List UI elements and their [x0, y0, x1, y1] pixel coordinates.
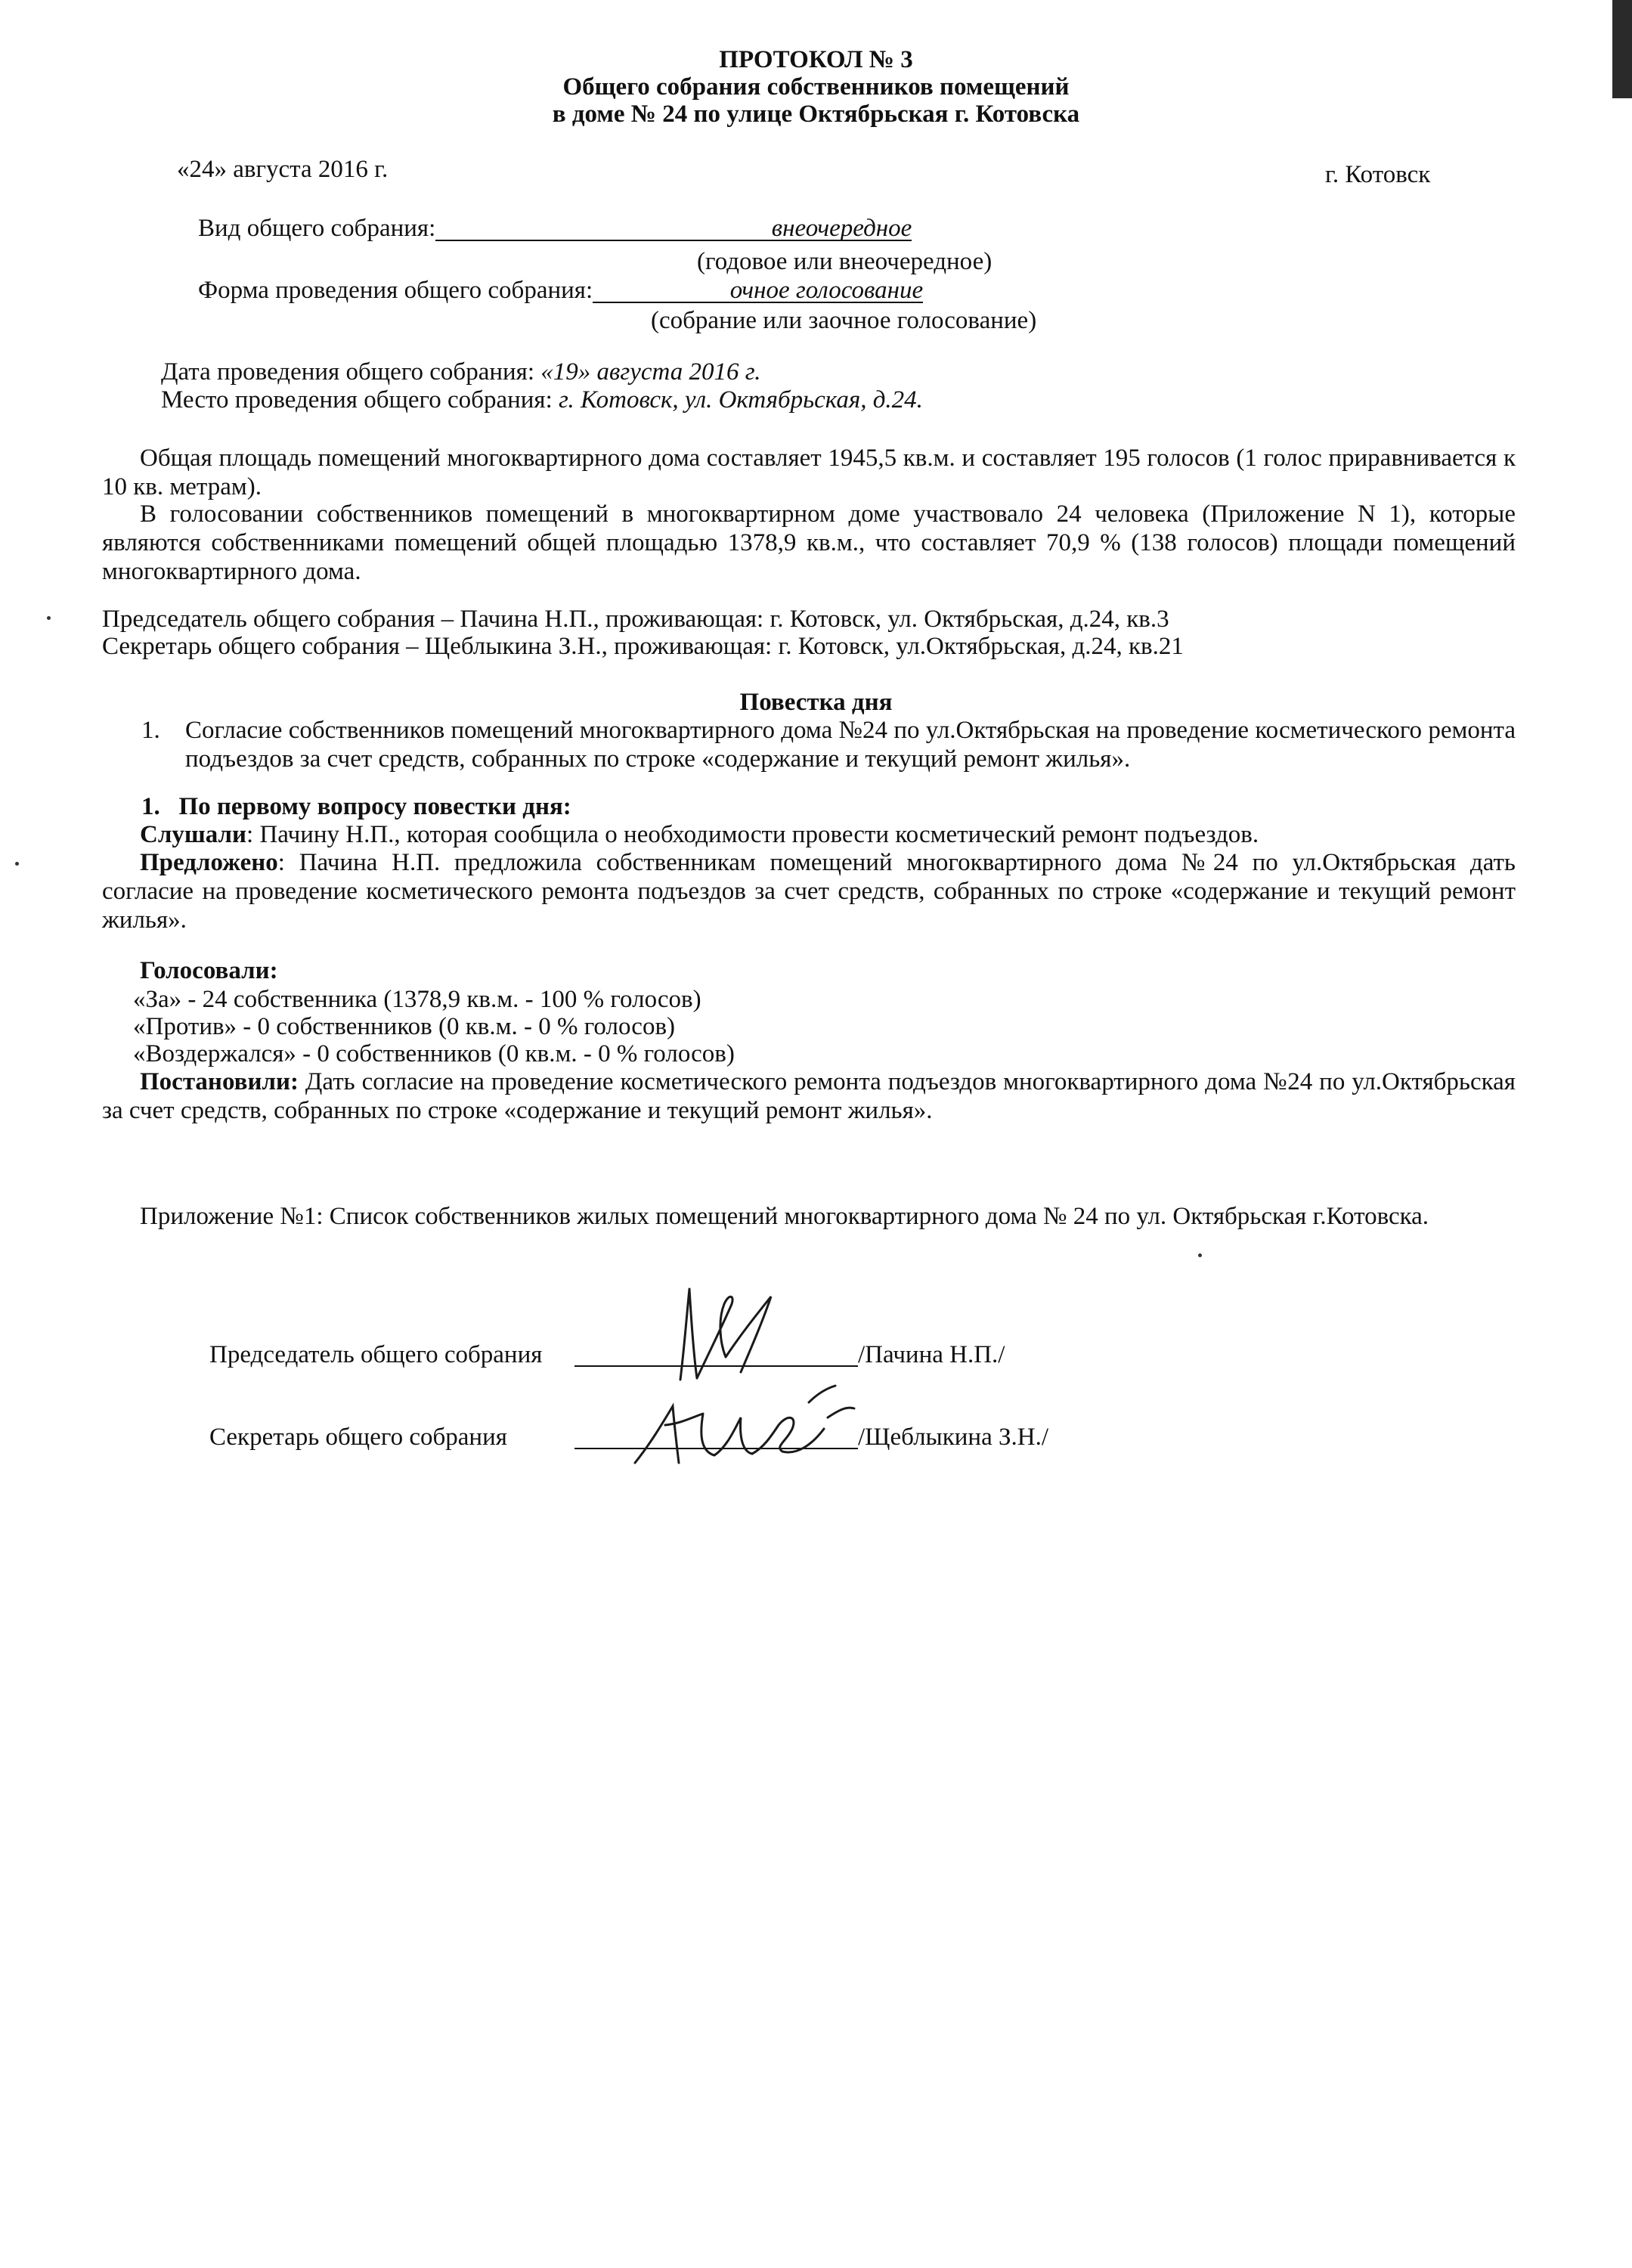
doc-subtitle-2: в доме № 24 по улице Октябрьская г. Котовска — [552, 101, 1080, 128]
proposed-text: : Пачина Н.П. предложила собственникам помещений многоквартирного дома №24 по ул.Октябрьская дать согласие на проведение косметического ремонта подъездов за счет средств, собранных по строке «содержание и текущий ремонт жилья». — [102, 849, 1516, 934]
meeting-date-label: Дата проведения общего собрания: — [161, 358, 535, 386]
chairman-signature — [650, 1274, 816, 1387]
chairman-line: Председатель общего собрания – Пачина Н.П., проживающая: г. Котовск, ул. Октябрьская, д.24, кв.3 — [102, 606, 1169, 633]
decided-text: Дать согласие на проведение косметического ремонта подъездов многоквартирного дома №24 по ул.Октябрьская за счет средств, собранных по строке «содержание и текущий ремонт жилья». — [102, 1068, 1516, 1124]
area-paragraph: Общая площадь помещений многоквартирного дома составляет 1945,5 кв.м. и составляет 195 голосов (1 голос приравнивается к 10 кв. метрам). — [102, 445, 1516, 500]
scan-speck — [15, 862, 19, 866]
decided-paragraph — [102, 1067, 1516, 1125]
agenda-heading: Повестка дня — [739, 689, 893, 716]
meeting-type-label: Вид общего собрания: — [198, 215, 436, 242]
vote-against: «Против» - 0 собственников (0 кв.м. - 0 % голосов) — [133, 1013, 676, 1040]
question-1-number: 1. — [141, 793, 160, 820]
vote-for: «За» - 24 собственника (1378,9 кв.м. - 100 % голосов) — [133, 986, 701, 1013]
meeting-date-row — [161, 358, 760, 386]
agenda-item-number: 1. — [141, 717, 160, 744]
secretary-sign-label: Секретарь общего собрания — [209, 1424, 507, 1451]
listened-label: Слушали — [140, 821, 247, 848]
scan-speck — [47, 616, 51, 620]
doc-title: ПРОТОКОЛ № 3 — [719, 46, 913, 73]
meeting-type-row — [198, 214, 912, 243]
voting-paragraph: В голосовании собственников помещений в многоквартирном доме участвовало 24 человека (Приложение N 1), которые являются собственниками помещений общей площадью 1378,9 кв.м., что составляет 70,9 % (138 голосов) площади помещений многоквартирного дома. — [102, 500, 1516, 585]
doc-date: «24» августа 2016 г. — [177, 156, 389, 183]
secretary-sign-name: /Щеблыкина З.Н./ — [858, 1424, 1048, 1451]
secretary-signature — [620, 1372, 862, 1478]
doc-subtitle-1: Общего собрания собственников помещений — [562, 73, 1070, 101]
proposed-label: Предложено — [140, 849, 278, 876]
proposed-paragraph — [102, 848, 1516, 934]
question-1-heading — [141, 792, 571, 821]
doc-city: г. Котовск — [1325, 161, 1431, 188]
meeting-type-value: внеочередное — [435, 214, 912, 241]
listened-text: : Пачину Н.П., которая сообщила о необходимости провести косметический ремонт подъездов. — [246, 821, 1259, 848]
question-1-title: По первому вопросу повестки дня: — [178, 793, 571, 820]
listened-line — [140, 820, 1259, 849]
voted-label: Голосовали: — [140, 957, 278, 984]
meeting-type-hint: (годовое или внеочередное) — [697, 248, 993, 275]
meeting-form-label: Форма проведения общего собрания: — [198, 277, 593, 304]
vote-abstain: «Воздержался» - 0 собственников (0 кв.м. - 0 % голосов) — [133, 1040, 735, 1067]
scan-speck — [1198, 1253, 1202, 1257]
secretary-line: Секретарь общего собрания – Щеблыкина З.Н., проживающая: г. Котовск, ул.Октябрьская, д.24, кв.21 — [102, 633, 1184, 660]
chairman-sign-name: /Пачина Н.П./ — [858, 1341, 1005, 1368]
agenda-item-text: Согласие собственников помещений многоквартирного дома №24 по ул.Октябрьская на проведение косметического ремонта подъездов за счет средств, собранных по строке «содержание и текущий ремонт жилья». — [185, 717, 1516, 773]
decided-label: Постановили: — [140, 1068, 299, 1095]
meeting-place-label: Место проведения общего собрания: — [161, 386, 553, 414]
meeting-place-row — [161, 386, 923, 414]
chairman-sign-label: Председатель общего собрания — [209, 1341, 543, 1368]
meeting-place-value: г. Котовск, ул. Октябрьская, д.24. — [559, 386, 923, 414]
meeting-form-hint: (собрание или заочное голосование) — [651, 307, 1037, 334]
meeting-date-value: «19» августа 2016 г. — [540, 358, 761, 386]
meeting-form-row — [198, 276, 923, 305]
meeting-form-value: очное голосование — [593, 276, 923, 303]
appendix-paragraph: Приложение №1: Список собственников жилых помещений многоквартирного дома № 24 по ул. Октябрьская г.Котовска. — [140, 1203, 1429, 1230]
